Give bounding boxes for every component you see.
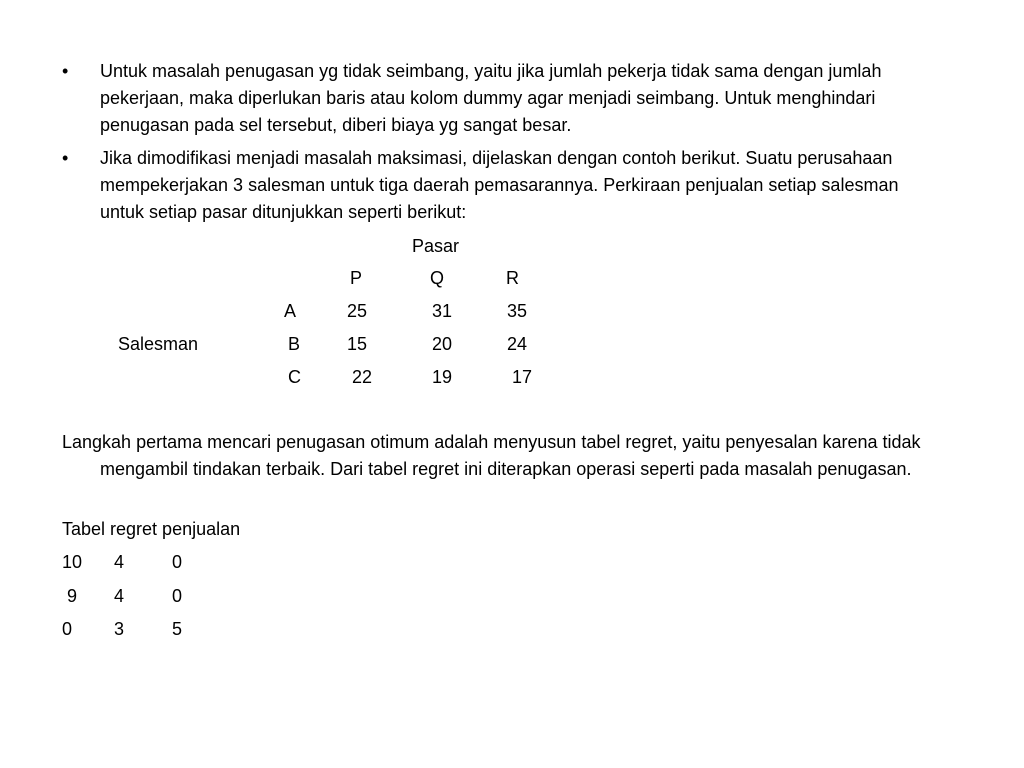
regret-cell: 3 <box>114 619 125 639</box>
row-label: C <box>288 367 301 387</box>
regret-table-title: Tabel regret penjualan <box>62 519 241 539</box>
column-header: P <box>350 268 363 288</box>
table-cell: 20 <box>432 334 453 354</box>
regret-cell: 0 <box>62 619 73 639</box>
table-cell: 31 <box>432 301 453 321</box>
bullet-text: Jika dimodifikasi menjadi masalah maksimasi, dijelaskan dengan contoh berikut. Suatu perusahaan mempekerjakan 3 salesman untuk tiga daerah pemasarannya. Perkiraan penjualan setiap salesman untuk setiap pasar ditunjukkan seperti berikut: <box>100 148 899 222</box>
table-cell: 17 <box>512 367 533 387</box>
explanation-paragraph: Langkah pertama mencari penugasan otimum adalah menyusun tabel regret, yaitu penyesalan karena tidak mengambil tindakan terbaik. Dari tabel regret ini diterapkan operasi seperti pada masalah penugasan. <box>62 432 921 479</box>
regret-cell: 10 <box>62 552 83 572</box>
regret-cell: 4 <box>114 586 125 606</box>
table-cell: 35 <box>507 301 528 321</box>
column-group-label: Pasar <box>412 236 460 256</box>
row-label: B <box>288 334 301 354</box>
regret-cell: 0 <box>172 586 183 606</box>
column-header: Q <box>430 268 445 288</box>
table-cell: 25 <box>347 301 368 321</box>
bullet-item <box>62 145 942 226</box>
table-cell: 22 <box>352 367 373 387</box>
row-group-label: Salesman <box>118 334 199 354</box>
regret-cell: 5 <box>172 619 183 639</box>
bullet-symbol: • <box>62 61 69 81</box>
table-cell: 15 <box>347 334 368 354</box>
column-header: R <box>506 268 519 288</box>
table-cell: 19 <box>432 367 453 387</box>
row-label: A <box>284 301 297 321</box>
bullet-item <box>62 58 942 139</box>
regret-cell: 4 <box>114 552 125 572</box>
regret-cell: 0 <box>172 552 183 572</box>
regret-cell: 9 <box>67 586 78 606</box>
bullet-text: Untuk masalah penugasan yg tidak seimbang, yaitu jika jumlah pekerja tidak sama dengan jumlah pekerjaan, maka diperlukan baris atau kolom dummy agar menjadi seimbang. Untuk menghindari penugasan pada sel tersebut, diberi biaya yg sangat besar. <box>100 61 882 135</box>
table-cell: 24 <box>507 334 528 354</box>
bullet-symbol: • <box>62 148 69 168</box>
